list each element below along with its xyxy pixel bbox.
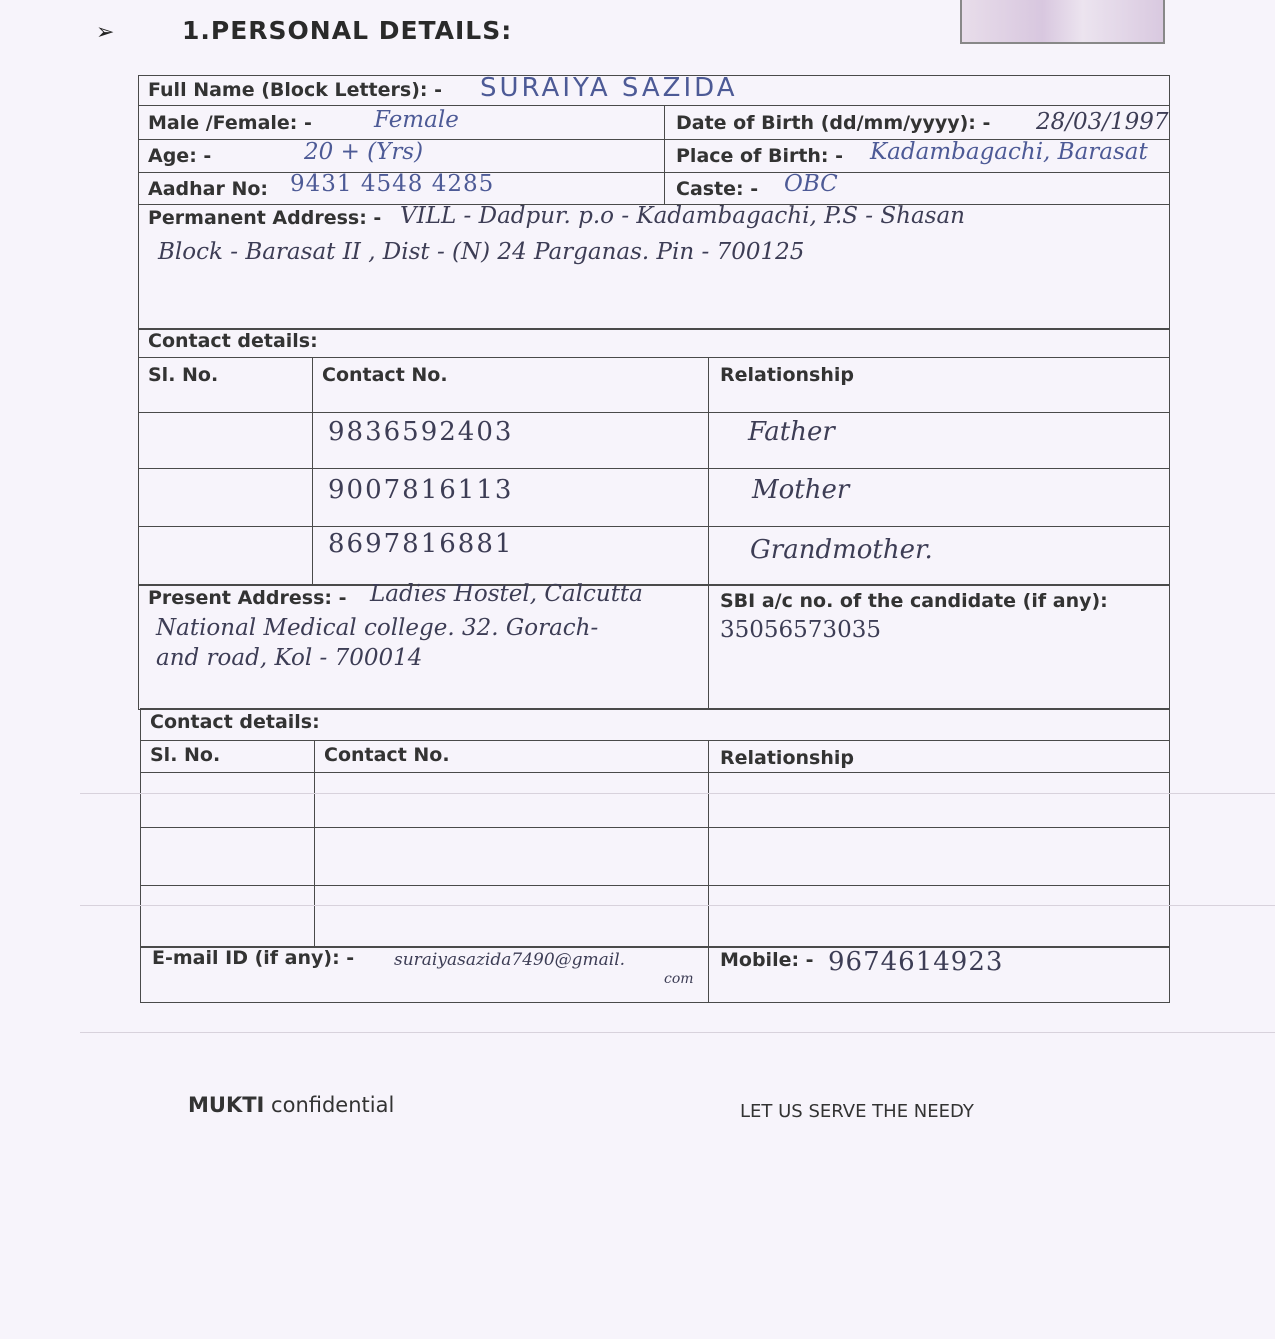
gender-label: Male /Female: - bbox=[148, 112, 312, 134]
email-label: E-mail ID (if any): - bbox=[152, 947, 355, 969]
footer-org-name: MUKTI bbox=[188, 1093, 265, 1117]
contact-no-header-2: Contact No. bbox=[324, 744, 450, 766]
footer-confidential-text: confidential bbox=[264, 1093, 395, 1117]
personal-details-form bbox=[138, 75, 1170, 1010]
permanent-address-label: Permanent Address: - bbox=[148, 207, 382, 229]
full-name-label: Full Name (Block Letters): - bbox=[148, 79, 442, 101]
section-title: 1.PERSONAL DETAILS: bbox=[182, 16, 513, 45]
present-address-label: Present Address: - bbox=[148, 587, 347, 609]
applicant-photo bbox=[960, 0, 1165, 44]
contact-relationship-3: Grandmother. bbox=[750, 535, 933, 565]
email-value: suraiyasazida7490@gmail. bbox=[394, 950, 626, 970]
age-label: Age: - bbox=[148, 145, 212, 167]
contact-details-title-1: Contact details: bbox=[148, 330, 318, 352]
relationship-header-1: Relationship bbox=[720, 364, 854, 386]
contact-table-1 bbox=[138, 328, 1170, 586]
contact-relationship-1: Father bbox=[748, 417, 835, 447]
dob-label: Date of Birth (dd/mm/yyyy): - bbox=[676, 112, 991, 134]
dob-value: 28/03/1997 bbox=[1036, 109, 1169, 135]
permanent-address-line1: VILL - Dadpur. p.o - Kadambagachi, P.S - Shasan bbox=[400, 203, 965, 229]
present-address-line3: and road, Kol - 700014 bbox=[156, 645, 423, 671]
age-value: 20 + (Yrs) bbox=[304, 139, 424, 165]
contact-number-2: 9007816113 bbox=[328, 475, 514, 505]
bullet-arrow-icon: ➢ bbox=[96, 20, 115, 45]
relationship-header-2: Relationship bbox=[720, 747, 854, 769]
footer-confidential bbox=[188, 1093, 394, 1117]
present-address-line2: National Medical college. 32. Gorach- bbox=[156, 615, 599, 641]
mobile-label: Mobile: - bbox=[720, 949, 814, 971]
contact-details-title-2: Contact details: bbox=[150, 711, 320, 733]
full-name-value: SURAIYA SAZIDA bbox=[480, 73, 738, 103]
place-of-birth-value: Kadambagachi, Barasat bbox=[870, 139, 1148, 165]
aadhar-label: Aadhar No: bbox=[148, 178, 269, 200]
present-address-line1: Ladies Hostel, Calcutta bbox=[370, 581, 643, 607]
contact-relationship-2: Mother bbox=[752, 475, 850, 505]
email-value-suffix: com bbox=[664, 971, 694, 987]
sbi-value: 35056573035 bbox=[720, 617, 881, 643]
gender-value: Female bbox=[374, 107, 459, 133]
footer-tagline: LET US SERVE THE NEEDY bbox=[740, 1101, 974, 1122]
contact-no-header-1: Contact No. bbox=[322, 364, 448, 386]
contact-number-3: 8697816881 bbox=[328, 529, 514, 559]
place-of-birth-label: Place of Birth: - bbox=[676, 145, 844, 167]
sbi-label: SBI a/c no. of the candidate (if any): bbox=[720, 590, 1108, 612]
mobile-value: 9674614923 bbox=[828, 947, 1004, 977]
contact-table-2 bbox=[140, 708, 1170, 948]
caste-label: Caste: - bbox=[676, 178, 759, 200]
permanent-address-line2: Block - Barasat II , Dist - (N) 24 Parganas. Pin - 700125 bbox=[158, 239, 805, 265]
sl-no-header-2: Sl. No. bbox=[150, 744, 221, 766]
contact-number-1: 9836592403 bbox=[328, 417, 514, 447]
sl-no-header-1: Sl. No. bbox=[148, 364, 219, 386]
aadhar-value: 9431 4548 4285 bbox=[290, 171, 495, 197]
caste-value: OBC bbox=[784, 171, 838, 197]
